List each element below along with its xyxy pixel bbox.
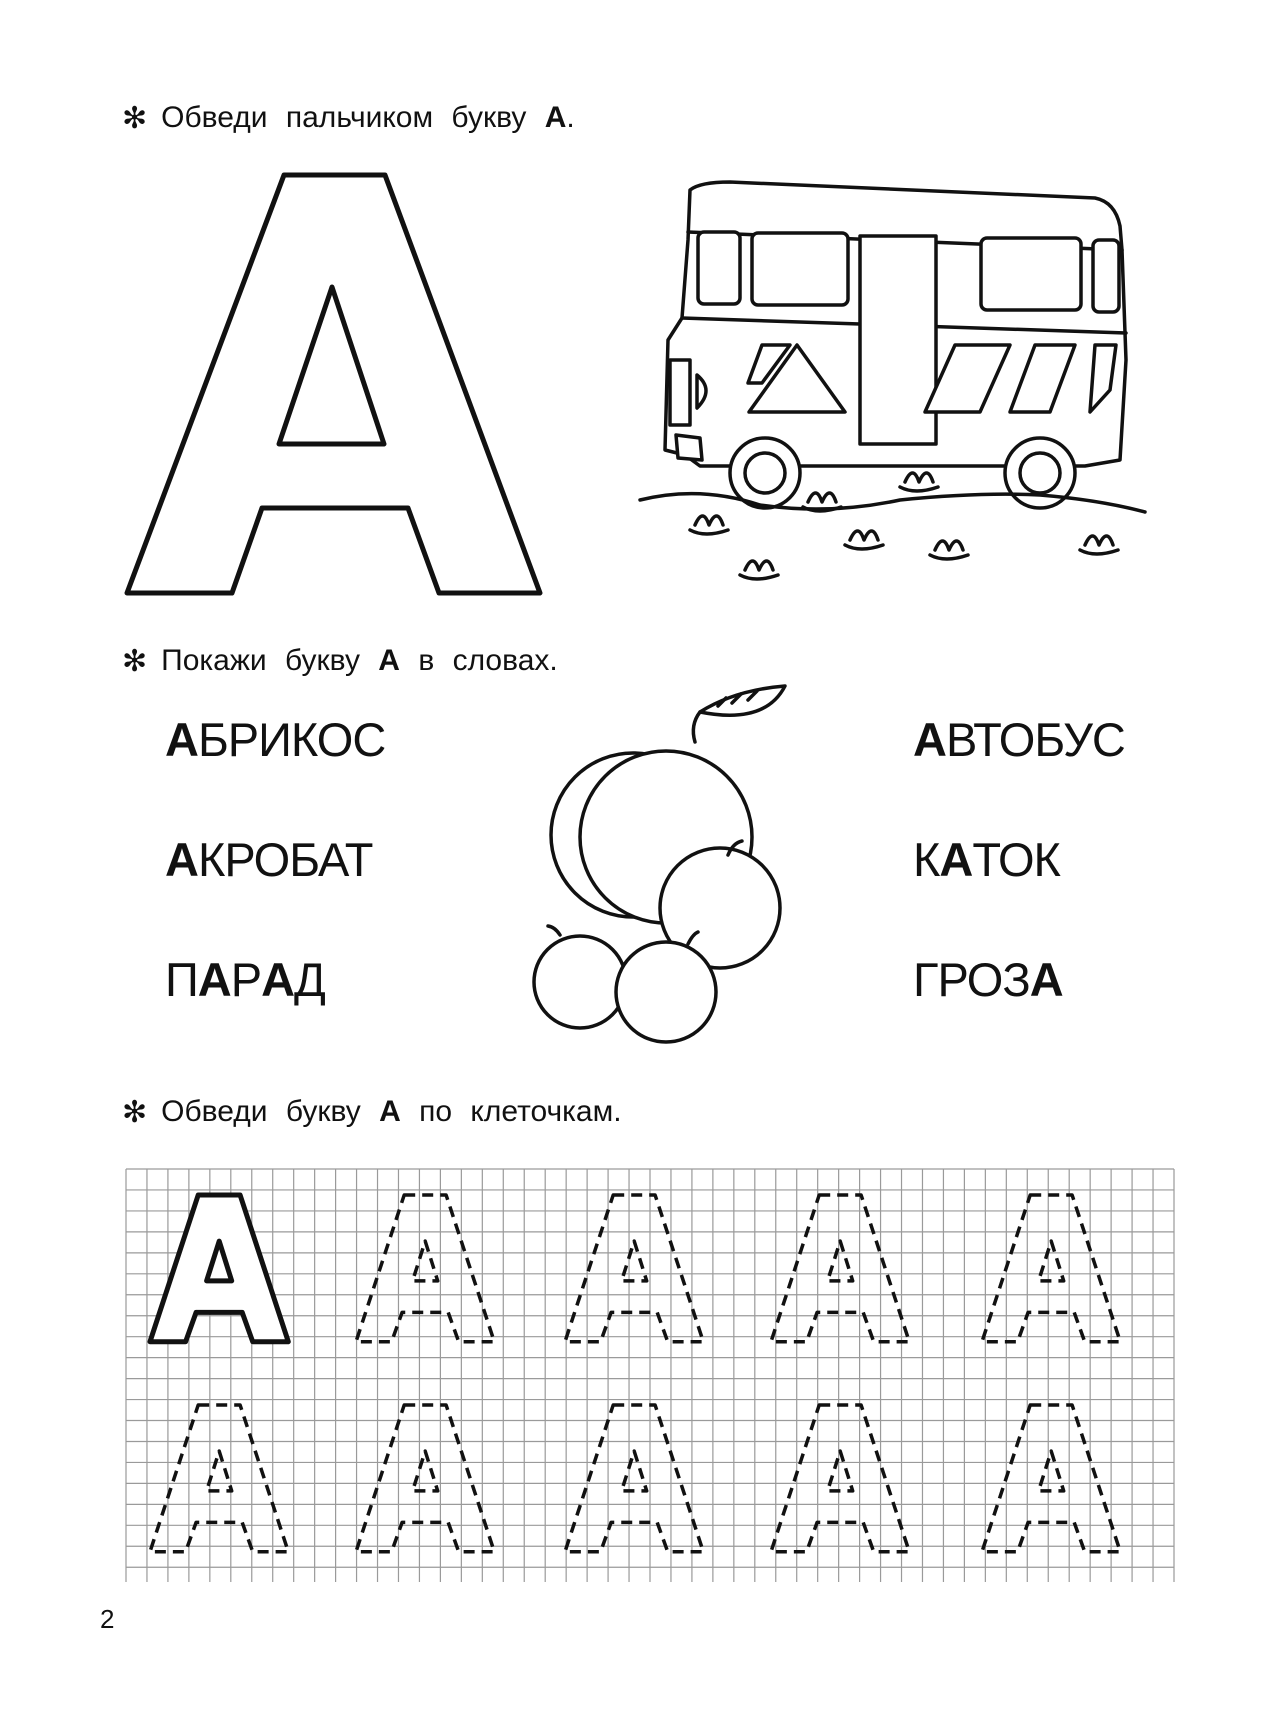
word-akrobat [165, 833, 373, 886]
asterisk-icon: ✻ [122, 643, 148, 679]
dashed-letter-a [413, 1241, 438, 1281]
instruction-2-text: Покажи букву [161, 644, 360, 677]
instruction-3-tail: по клеточкам. [419, 1095, 622, 1128]
dashed-letter-a [622, 1241, 647, 1281]
dashed-letter-a [982, 1195, 1120, 1342]
highlighted-letter: А [165, 713, 198, 766]
instruction-1-text: Обведи пальчиком букву [161, 101, 527, 134]
highlighted-letter: А [913, 713, 946, 766]
dashed-letter-a [1039, 1241, 1064, 1281]
word-part: БРИКОС [197, 713, 386, 766]
word-parad [165, 953, 325, 1006]
word-part: К [913, 833, 940, 886]
instruction-3-text: Обведи букву [161, 1095, 361, 1128]
instruction-1-tail: . [566, 101, 575, 134]
word-part: Д [294, 953, 325, 1006]
instruction-2 [122, 639, 558, 683]
dashed-letter-a [207, 1451, 232, 1491]
page-number: 2 [100, 1604, 115, 1634]
word-part: ВТОБУС [945, 713, 1125, 766]
word-abrikos [165, 713, 386, 766]
highlighted-letter: А [261, 953, 295, 1006]
dashed-letter-a [771, 1195, 909, 1342]
dashed-letter-a [565, 1405, 703, 1552]
dashed-letter-a [982, 1405, 1120, 1552]
word-part: ГРОЗ [913, 953, 1030, 1006]
dashed-letter-a [828, 1451, 853, 1491]
instruction-1 [122, 96, 575, 140]
word-avtobus [913, 713, 1125, 766]
highlighted-letter: А [165, 833, 198, 886]
instruction-2-tail: в словах. [418, 644, 558, 677]
dashed-letter-a [150, 1405, 288, 1552]
word-groza [913, 953, 1063, 1006]
dashed-letter-a [1039, 1451, 1064, 1491]
highlighted-letter: А [1029, 953, 1063, 1006]
dashed-letter-a [828, 1241, 853, 1281]
dashed-letter-a [622, 1451, 647, 1491]
word-part: Р [230, 953, 262, 1006]
solid-letter-a [150, 1195, 288, 1342]
dashed-letter-a [413, 1451, 438, 1491]
word-part: КРОБАТ [197, 833, 373, 886]
solid-letter-a [207, 1241, 232, 1281]
word-katok [913, 833, 1060, 886]
instruction-2-letter: А [378, 644, 400, 677]
highlighted-letter: А [197, 953, 231, 1006]
word-part: П [165, 953, 198, 1006]
dashed-letter-a [356, 1405, 494, 1552]
instruction-3 [122, 1090, 622, 1134]
instruction-1-letter: А [544, 101, 567, 134]
asterisk-icon: ✻ [122, 100, 148, 136]
word-part: ТОК [972, 833, 1060, 886]
asterisk-icon: ✻ [122, 1094, 148, 1130]
dashed-letter-a [565, 1195, 703, 1342]
instruction-3-letter: А [379, 1095, 401, 1128]
dashed-letter-a [771, 1405, 909, 1552]
dashed-letter-a [356, 1195, 494, 1342]
highlighted-letter: А [939, 833, 973, 886]
